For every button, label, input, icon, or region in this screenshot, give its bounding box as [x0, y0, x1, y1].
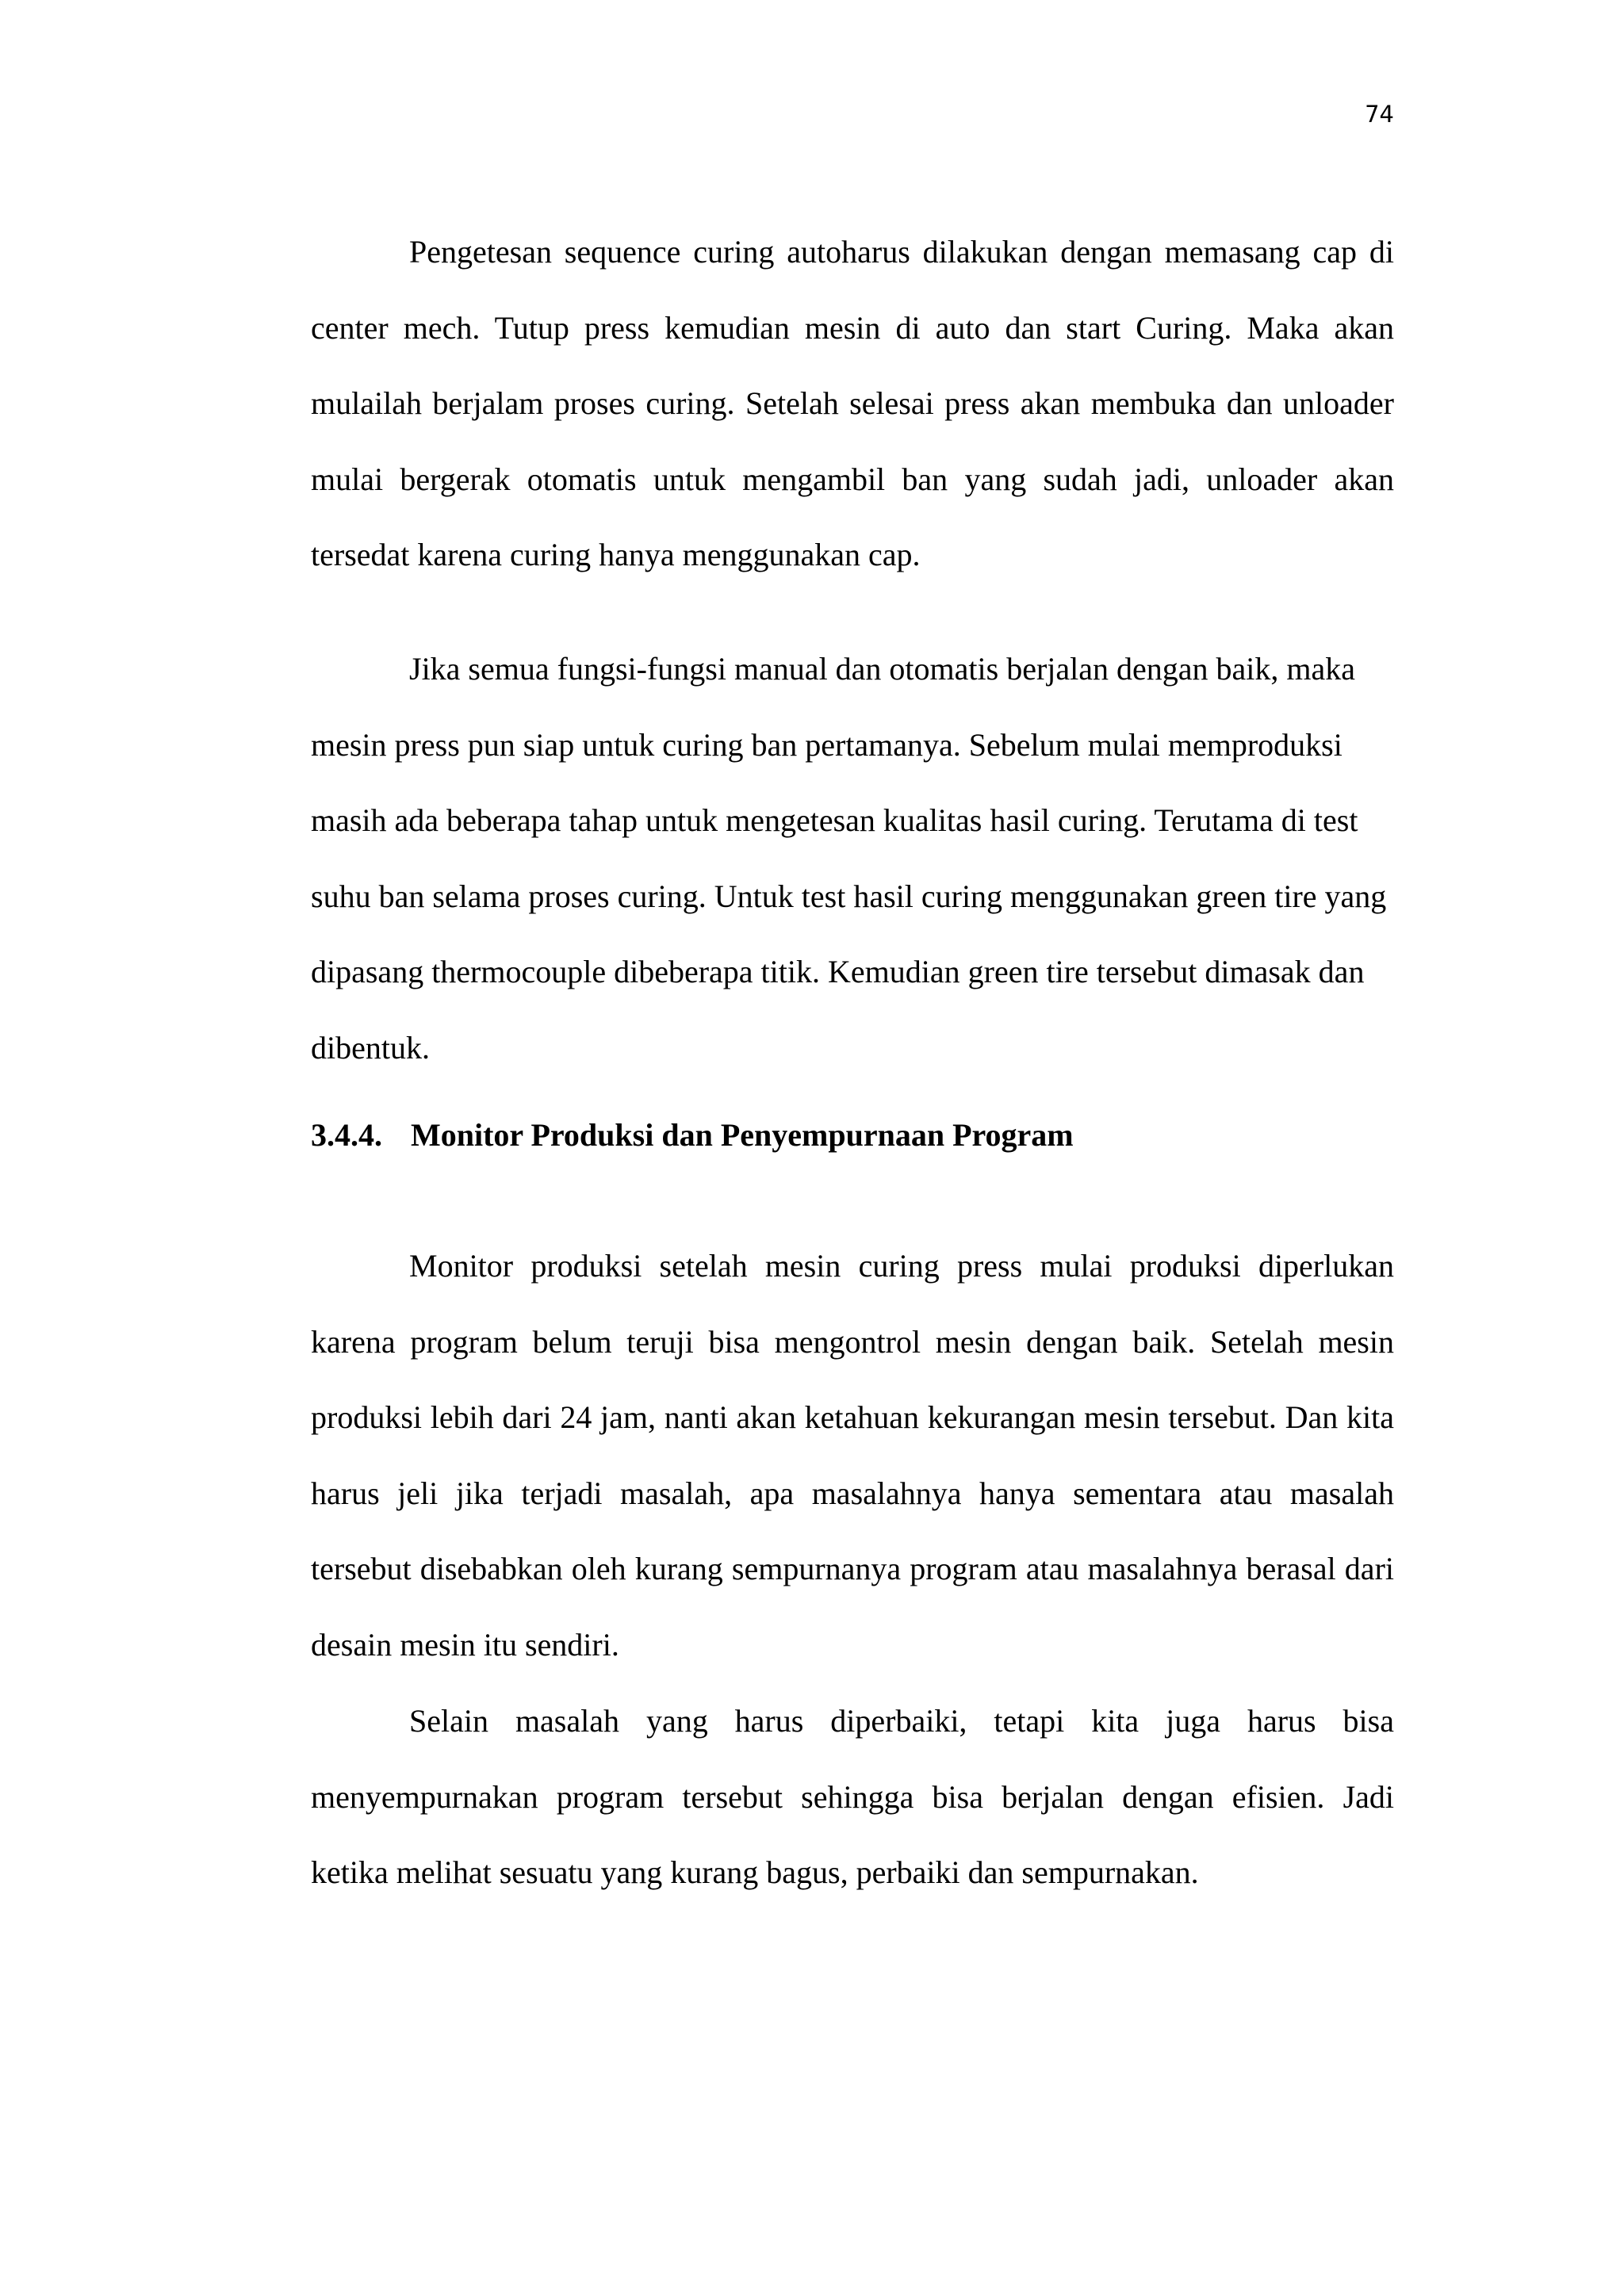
section-number: 3.4.4. — [311, 1117, 382, 1153]
paragraph-production-monitoring: Monitor produksi setelah mesin curing press mulai produksi diperlukan karena program belum teruji bisa mengontrol mesin dengan baik. Setelah mesin produksi lebih dari 24 jam, nanti akan ketahuan kekurangan mesin tersebut. Dan kita harus jeli jika terjadi masalah, apa masalahnya hanya sementara atau masalah tersebut disebabkan oleh kurang sempurnanya program atau masalahnya berasal dari desain mesin itu sendiri. — [311, 1248, 1394, 1663]
paragraph-curing-sequence-test: Pengetesan sequence curing autoharus dilakukan dengan memasang cap di center mech. Tutup press kemudian mesin di auto dan start Curing. Maka akan mulailah berjalam proses curing. Setelah selesai press akan membuka dan unloader mulai bergerak otomatis untuk mengambil ban yang sudah jadi, unloader akan tersedat karena curing hanya menggunakan cap. — [311, 234, 1394, 572]
page-number: 74 — [1365, 101, 1394, 128]
section-heading — [311, 1112, 1394, 1159]
paragraph-first-tire-curing: Jika semua fungsi-fungsi manual dan otomatis berjalan dengan baik, maka mesin press pun siap untuk curing ban pertamanya. Sebelum mulai memproduksi masih ada beberapa tahap untuk mengetesan kualitas hasil curing. Terutama di test suhu ban selama proses curing. Untuk test hasil curing menggunakan green tire yang dipasang thermocouple dibeberapa titik. Kemudian green tire tersebut dimasak dan dibentuk. — [311, 651, 1387, 1066]
paragraph-program-improvement: Selain masalah yang harus diperbaiki, tetapi kita juga harus bisa menyempurnakan program tersebut sehingga bisa berjalan dengan efisien. Jadi ketika melihat sesuatu yang kurang bagus, perbaiki dan sempurnakan. — [311, 1703, 1394, 1890]
section-title: Monitor Produksi dan Penyempurnaan Program — [411, 1117, 1074, 1153]
